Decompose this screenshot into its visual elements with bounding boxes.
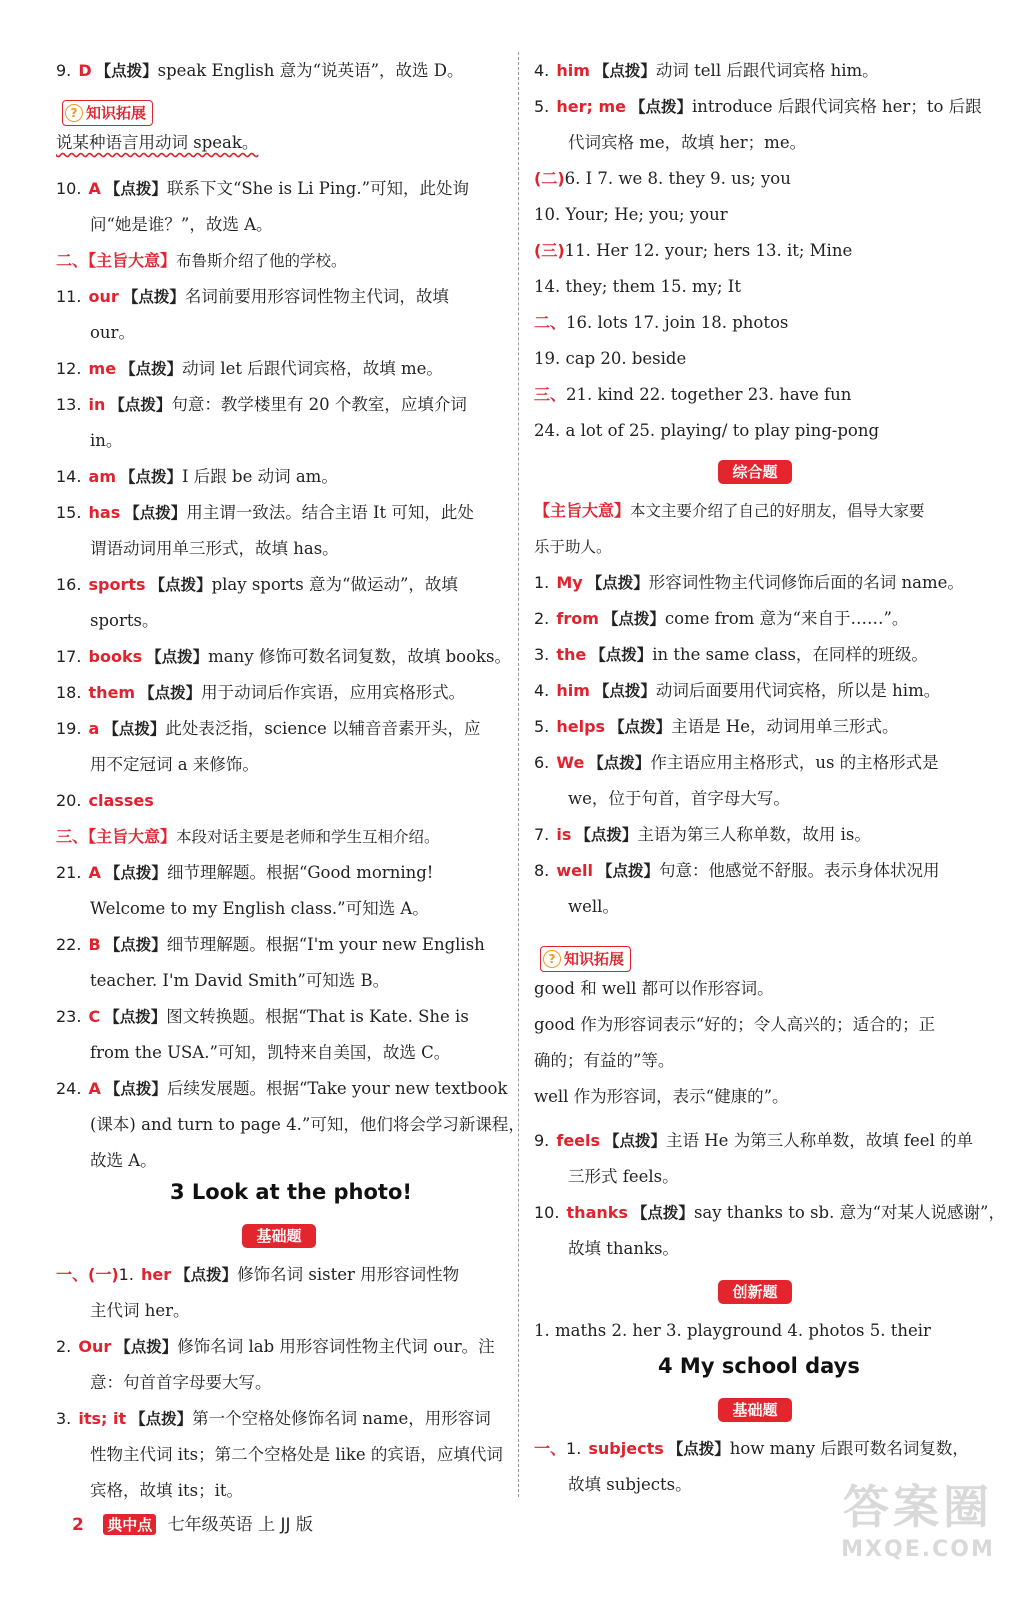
section-label: (三) — [534, 241, 565, 260]
unit-heading: 4 My school days — [658, 1354, 860, 1378]
unit-heading: 3 Look at the photo! — [170, 1180, 412, 1204]
explanation-text: 用于动词后作宾语，应用宾格形式。 — [201, 683, 466, 702]
answer-line — [534, 276, 741, 298]
item-number: 3. — [56, 1409, 77, 1428]
item-number: 8. — [534, 861, 555, 880]
explanation-text: 句意：教学楼里有 20 个教室，应填介词 — [171, 395, 467, 414]
answer-line — [56, 574, 458, 596]
answer-line — [56, 394, 467, 416]
answer-line — [56, 1006, 469, 1028]
item-number: 18. — [56, 683, 87, 702]
section-label: 二、【主旨大意】 — [56, 251, 177, 270]
answer-line — [534, 680, 940, 702]
continuation-line — [90, 1114, 525, 1136]
hint-tag: 【点拨】 — [95, 62, 158, 80]
answer-line — [534, 1130, 973, 1152]
explanation-text: 动词 let 后跟代词宾格，故填 me。 — [182, 359, 443, 378]
explanation-text: good 和 well 都可以作形容词。 — [534, 979, 774, 998]
explanation-text: 主语是 He，动词用单三形式。 — [671, 717, 899, 736]
item-number: 24. — [56, 1079, 87, 1098]
answer-line — [534, 1086, 789, 1108]
explanation-text: introduce 后跟代词宾格 her；to 后跟 — [692, 97, 982, 116]
answer-line — [534, 348, 686, 370]
answer-key: him — [556, 61, 590, 80]
answer-key: sports — [88, 575, 146, 594]
explanation-text: 意：句首首字母要大写。 — [90, 1373, 272, 1392]
section-label: 一、 — [534, 1439, 567, 1458]
continuation-line — [568, 788, 790, 810]
answer-key: Our — [78, 1337, 112, 1356]
item-number: 4. — [534, 681, 555, 700]
explanation-text: in the same class，在同样的班级。 — [652, 645, 928, 664]
continuation-line — [90, 1444, 503, 1466]
explanation-text: 修饰名词 sister 用形容词性物 — [237, 1265, 460, 1284]
explanation-text: 形容词性物主代词修饰后面的名词 name。 — [648, 573, 964, 592]
explanation-text: teacher. I'm David Smith”可知选 B。 — [90, 971, 390, 990]
answer-line — [534, 644, 928, 666]
summary-text: 本文主要介绍了自己的好朋友，倡导大家要 — [630, 502, 925, 520]
explanation-text: well。 — [568, 897, 619, 916]
explanation-text: 主代词 her。 — [90, 1301, 190, 1320]
answer-line — [56, 790, 158, 812]
answer-line — [56, 1078, 507, 1100]
explanation-text: our。 — [90, 323, 135, 342]
explanation-text: 14. they; them 15. my; It — [534, 277, 741, 296]
explanation-text: 三形式 feels。 — [568, 1167, 679, 1186]
answer-key: helps — [556, 717, 606, 736]
explanation-text: 11. Her 12. your; hers 13. it; Mine — [564, 241, 853, 260]
hint-tag: 【点拨】 — [146, 648, 209, 666]
hint-tag: 【点拨】 — [104, 936, 167, 954]
continuation-line — [568, 1166, 679, 1188]
explanation-text: 19. cap 20. beside — [534, 349, 687, 368]
answer-line — [56, 682, 465, 704]
answer-key: them — [88, 683, 136, 702]
hint-tag: 【点拨】 — [130, 1410, 193, 1428]
explanation-text: from the USA.”可知，凯特来自美国，故选 C。 — [90, 1043, 451, 1062]
explanation-text: 句意：他感觉不舒服。表示身体状况用 — [658, 861, 940, 880]
answer-key: C — [88, 1007, 101, 1026]
answer-key: classes — [88, 791, 154, 810]
hint-tag: 【点拨】 — [104, 1008, 167, 1026]
hint-tag: 【点拨】 — [609, 718, 672, 736]
knowledge-badge — [540, 946, 631, 972]
answer-key: We — [556, 753, 585, 772]
explanation-text: 1. maths 2. her 3. playground 4. photos 5. their — [534, 1321, 931, 1340]
continuation-line — [90, 538, 339, 560]
continuation-line — [568, 1474, 692, 1496]
answer-line — [534, 1320, 931, 1342]
answer-line — [534, 204, 728, 226]
answer-key: me — [88, 359, 117, 378]
watermark-url: MXQE.COM — [841, 1537, 995, 1562]
hint-tag: 【点拨】 — [631, 1204, 694, 1222]
answer-line — [534, 420, 879, 442]
item-number: 6. — [534, 753, 555, 772]
page-number: 2 — [72, 1515, 84, 1535]
explanation-text: 细节理解题。根据“Good morning! — [166, 863, 434, 882]
explanation-text: 此处表泛指，science 以辅音音素开头，应 — [165, 719, 481, 738]
brand-logo: 典中点 — [103, 1514, 156, 1535]
hint-tag: 【点拨】 — [149, 576, 212, 594]
explanation-text: speak English 意为“说英语”，故选 D。 — [157, 61, 464, 80]
answer-line — [534, 240, 852, 262]
explanation-text: 6. I 7. we 8. they 9. us; you — [564, 169, 791, 188]
item-number: 17. — [56, 647, 87, 666]
answer-line — [56, 1264, 459, 1286]
hint-tag: 【点拨】 — [667, 1440, 730, 1458]
explanation-text: I 后跟 be 动词 am。 — [182, 467, 338, 486]
continuation-line — [90, 430, 122, 452]
explanation-text: say thanks to sb. 意为“对某人说感谢”， — [693, 1203, 1005, 1222]
item-number: 19. — [56, 719, 87, 738]
section-label: 一、(一) — [56, 1265, 119, 1284]
explanation-text: 性物主代词 its；第二个空格处是 like 的宾语，应填代词 — [90, 1445, 503, 1464]
answer-key: am — [88, 467, 116, 486]
section-label: 【主旨大意】 — [534, 501, 631, 520]
continuation-line — [90, 1042, 450, 1064]
badge-label: 知识拓展 — [86, 104, 147, 122]
hint-tag: 【点拨】 — [586, 574, 649, 592]
book-title: 七年级英语 上 JJ 版 — [167, 1515, 313, 1535]
hint-tag: 【点拨】 — [593, 682, 656, 700]
hint-tag: 【点拨】 — [104, 864, 167, 882]
hint-tag: 【点拨】 — [124, 504, 187, 522]
item-number: 20. — [56, 791, 87, 810]
lightbulb-icon: ? — [65, 104, 83, 122]
explanation-text: we，位于句首，首字母大写。 — [568, 789, 790, 808]
section-label: 三、【主旨大意】 — [56, 827, 177, 846]
explanation-text: 第一个空格处修饰名词 name，用形容词 — [192, 1409, 491, 1428]
watermark-text: 答案圈 — [843, 1480, 993, 1534]
explanation-text: sports。 — [90, 611, 159, 630]
answer-key: a — [88, 719, 100, 738]
continuation-line — [90, 1480, 243, 1502]
answer-line — [534, 1050, 674, 1072]
answer-line — [534, 168, 791, 190]
explanation-text: 用主谓一致法。结合主语 It 可知，此处 — [186, 503, 474, 522]
explanation-text: 细节理解题。根据“I'm your new English — [166, 935, 485, 954]
answer-key: My — [556, 573, 583, 592]
section-pill: 创新题 — [718, 1280, 792, 1304]
answer-line — [534, 860, 939, 882]
answer-line — [534, 1438, 969, 1460]
item-number: 9. — [56, 61, 77, 80]
answer-line — [56, 826, 440, 848]
answer-line — [56, 502, 474, 524]
answer-line — [56, 132, 258, 154]
hint-tag: 【点拨】 — [596, 862, 659, 880]
answer-line — [534, 824, 871, 846]
answer-line — [56, 1336, 495, 1358]
item-number: 2. — [56, 1337, 77, 1356]
explanation-text: 用不定冠词 a 来修饰。 — [90, 755, 259, 774]
continuation-line — [90, 322, 135, 344]
continuation-line — [90, 610, 158, 632]
explanation-text: 代词宾格 me，故填 her；me。 — [568, 133, 807, 152]
column-divider — [518, 52, 519, 1497]
hint-tag: 【点拨】 — [604, 1132, 667, 1150]
continuation-line — [90, 214, 273, 236]
explanation-text: 10. Your; He; you; your — [534, 205, 728, 224]
explanation-text: play sports 意为“做运动”，故填 — [211, 575, 458, 594]
answer-line — [534, 500, 925, 522]
section-pill: 基础题 — [718, 1398, 792, 1422]
answer-key: subjects — [588, 1439, 664, 1458]
explanation-text: 宾格，故填 its；it。 — [90, 1481, 244, 1500]
answer-line — [56, 646, 511, 668]
answer-line — [534, 572, 964, 594]
hint-tag: 【点拨】 — [103, 720, 166, 738]
answer-key: A — [88, 863, 101, 882]
explanation-text: 联系下文“She is Li Ping.”可知，此处询 — [166, 179, 470, 198]
explanation-text: 故选 A。 — [90, 1151, 157, 1170]
section-pill: 基础题 — [242, 1224, 316, 1248]
continuation-line — [568, 132, 806, 154]
explanation-text: 修饰名词 lab 用形容词性物主代词 our。注 — [177, 1337, 495, 1356]
item-number: 5. — [534, 717, 555, 736]
section-pill: 综合题 — [718, 460, 792, 484]
item-number: 11. — [56, 287, 87, 306]
section-label: 二、 — [534, 313, 567, 332]
answer-line — [534, 1014, 935, 1036]
hint-tag: 【点拨】 — [593, 62, 656, 80]
answer-line — [56, 862, 433, 884]
explanation-text: well 作为形容词，表示“健康的”。 — [534, 1087, 789, 1106]
hint-tag: 【点拨】 — [590, 646, 653, 664]
hint-tag: 【点拨】 — [109, 396, 172, 414]
item-number: 2. — [534, 609, 555, 628]
item-number: 15. — [56, 503, 87, 522]
item-number: 16. — [56, 575, 87, 594]
answer-key: her; me — [556, 97, 626, 116]
answer-key: in — [88, 395, 106, 414]
explanation-text: 21. kind 22. together 23. have fun — [566, 385, 852, 404]
summary-text: 本段对话主要是老师和学生互相介绍。 — [176, 828, 440, 846]
answer-line — [534, 384, 851, 406]
explanation-text: 动词 tell 后跟代词宾格 him。 — [655, 61, 879, 80]
explanation-text: (课本) and turn to page 4.”可知，他们将会学习新课程， — [90, 1115, 525, 1134]
section-label: (二) — [534, 169, 565, 188]
answer-line — [56, 358, 443, 380]
answer-key: books — [88, 647, 143, 666]
continuation-line — [90, 898, 429, 920]
item-number: 13. — [56, 395, 87, 414]
explanation-text: 16. lots 17. join 18. photos — [566, 313, 789, 332]
item-number: 7. — [534, 825, 555, 844]
item-number: 10. — [56, 179, 87, 198]
continuation-line — [568, 1238, 679, 1260]
explanation-text: many 修饰可数名词复数，故填 books。 — [208, 647, 511, 666]
hint-tag: 【点拨】 — [104, 1080, 167, 1098]
explanation-text: 图文转换题。根据“That is Kate. She is — [166, 1007, 469, 1026]
summary-text: 乐于助人。 — [534, 538, 612, 556]
hint-tag: 【点拨】 — [115, 1338, 178, 1356]
answer-line — [534, 978, 774, 1000]
answer-line — [534, 752, 939, 774]
item-number: 14. — [56, 467, 87, 486]
knowledge-badge — [62, 100, 153, 126]
answer-line — [534, 96, 982, 118]
explanation-text: 故填 thanks。 — [568, 1239, 679, 1258]
hint-tag: 【点拨】 — [122, 288, 185, 306]
answer-key: the — [556, 645, 587, 664]
section-label: 三、 — [534, 385, 567, 404]
item-number: 3. — [534, 645, 555, 664]
explanation-text: 24. a lot of 25. playing/ to play ping-pong — [534, 421, 880, 440]
lightbulb-icon: ? — [543, 950, 561, 968]
hint-tag: 【点拨】 — [602, 610, 665, 628]
explanation-text: come from 意为“来自于……”。 — [664, 609, 909, 628]
answer-line — [534, 608, 908, 630]
item-number: 1. — [534, 573, 555, 592]
explanation-text: 说某种语言用动词 speak。 — [56, 133, 259, 152]
answer-key: feels — [556, 1131, 601, 1150]
item-number: 23. — [56, 1007, 87, 1026]
answer-key: thanks — [566, 1203, 628, 1222]
answer-key: B — [88, 935, 101, 954]
answer-line — [56, 1408, 491, 1430]
answer-key: its; it — [78, 1409, 127, 1428]
item-number: 1. — [118, 1265, 139, 1284]
answer-line — [56, 466, 338, 488]
answer-key: her — [141, 1265, 172, 1284]
item-number: 5. — [534, 97, 555, 116]
continuation-line — [90, 754, 259, 776]
page-footer — [72, 1510, 313, 1535]
answer-key: him — [556, 681, 590, 700]
item-number: 12. — [56, 359, 87, 378]
answer-key: has — [88, 503, 121, 522]
answer-key: well — [556, 861, 593, 880]
hint-tag: 【点拨】 — [139, 684, 202, 702]
answer-line — [56, 934, 485, 956]
answer-line — [534, 60, 879, 82]
explanation-text: in。 — [90, 431, 123, 450]
answer-line — [56, 286, 449, 308]
item-number: 9. — [534, 1131, 555, 1150]
explanation-text: 谓语动词用单三形式，故填 has。 — [90, 539, 339, 558]
answer-line — [56, 178, 469, 200]
answer-key: A — [88, 1079, 101, 1098]
hint-tag: 【点拨】 — [588, 754, 651, 772]
watermark — [830, 1478, 1006, 1578]
explanation-text: good 作为形容词表示“好的；令人高兴的；适合的；正 — [534, 1015, 936, 1034]
explanation-text: 后续发展题。根据“Take your new textbook — [166, 1079, 508, 1098]
explanation-text: 确的；有益的”等。 — [534, 1051, 675, 1070]
answer-line — [56, 250, 347, 272]
summary-text: 布鲁斯介绍了他的学校。 — [176, 252, 347, 270]
continuation-line — [90, 1150, 157, 1172]
hint-tag: 【点拨】 — [104, 180, 167, 198]
item-number: 1. — [566, 1439, 587, 1458]
hint-tag: 【点拨】 — [175, 1266, 238, 1284]
explanation-text: 问“她是谁？”，故选 A。 — [90, 215, 273, 234]
answer-key: A — [88, 179, 101, 198]
explanation-text: 名词前要用形容词性物主代词，故填 — [184, 287, 449, 306]
hint-tag: 【点拨】 — [575, 826, 638, 844]
explanation-text: 故填 subjects。 — [568, 1475, 692, 1494]
continuation-line — [90, 970, 389, 992]
item-number: 4. — [534, 61, 555, 80]
answer-key: D — [78, 61, 92, 80]
hint-tag: 【点拨】 — [120, 360, 183, 378]
answer-line — [534, 1202, 1005, 1224]
item-number: 21. — [56, 863, 87, 882]
hint-tag: 【点拨】 — [120, 468, 183, 486]
explanation-text: how many 后跟可数名词复数， — [729, 1439, 969, 1458]
explanation-text: 主语为第三人称单数，故用 is。 — [637, 825, 871, 844]
explanation-text: 作主语应用主格形式，us 的主格形式是 — [650, 753, 939, 772]
answer-key: from — [556, 609, 599, 628]
answer-line — [534, 536, 612, 558]
badge-label: 知识拓展 — [564, 950, 625, 968]
hint-tag: 【点拨】 — [629, 98, 692, 116]
explanation-text: 主语 He 为第三人称单数，故填 feel 的单 — [666, 1131, 974, 1150]
continuation-line — [90, 1372, 272, 1394]
continuation-line — [568, 896, 619, 918]
answer-line — [534, 716, 898, 738]
answer-key: is — [556, 825, 572, 844]
explanation-text: Welcome to my English class.”可知选 A。 — [90, 899, 429, 918]
answer-key: our — [88, 287, 119, 306]
item-number: 10. — [534, 1203, 565, 1222]
answer-line — [534, 312, 788, 334]
item-number: 22. — [56, 935, 87, 954]
answer-line — [56, 60, 464, 82]
answer-line — [56, 718, 480, 740]
explanation-text: 动词后面要用代词宾格，所以是 him。 — [655, 681, 941, 700]
continuation-line — [90, 1300, 190, 1322]
